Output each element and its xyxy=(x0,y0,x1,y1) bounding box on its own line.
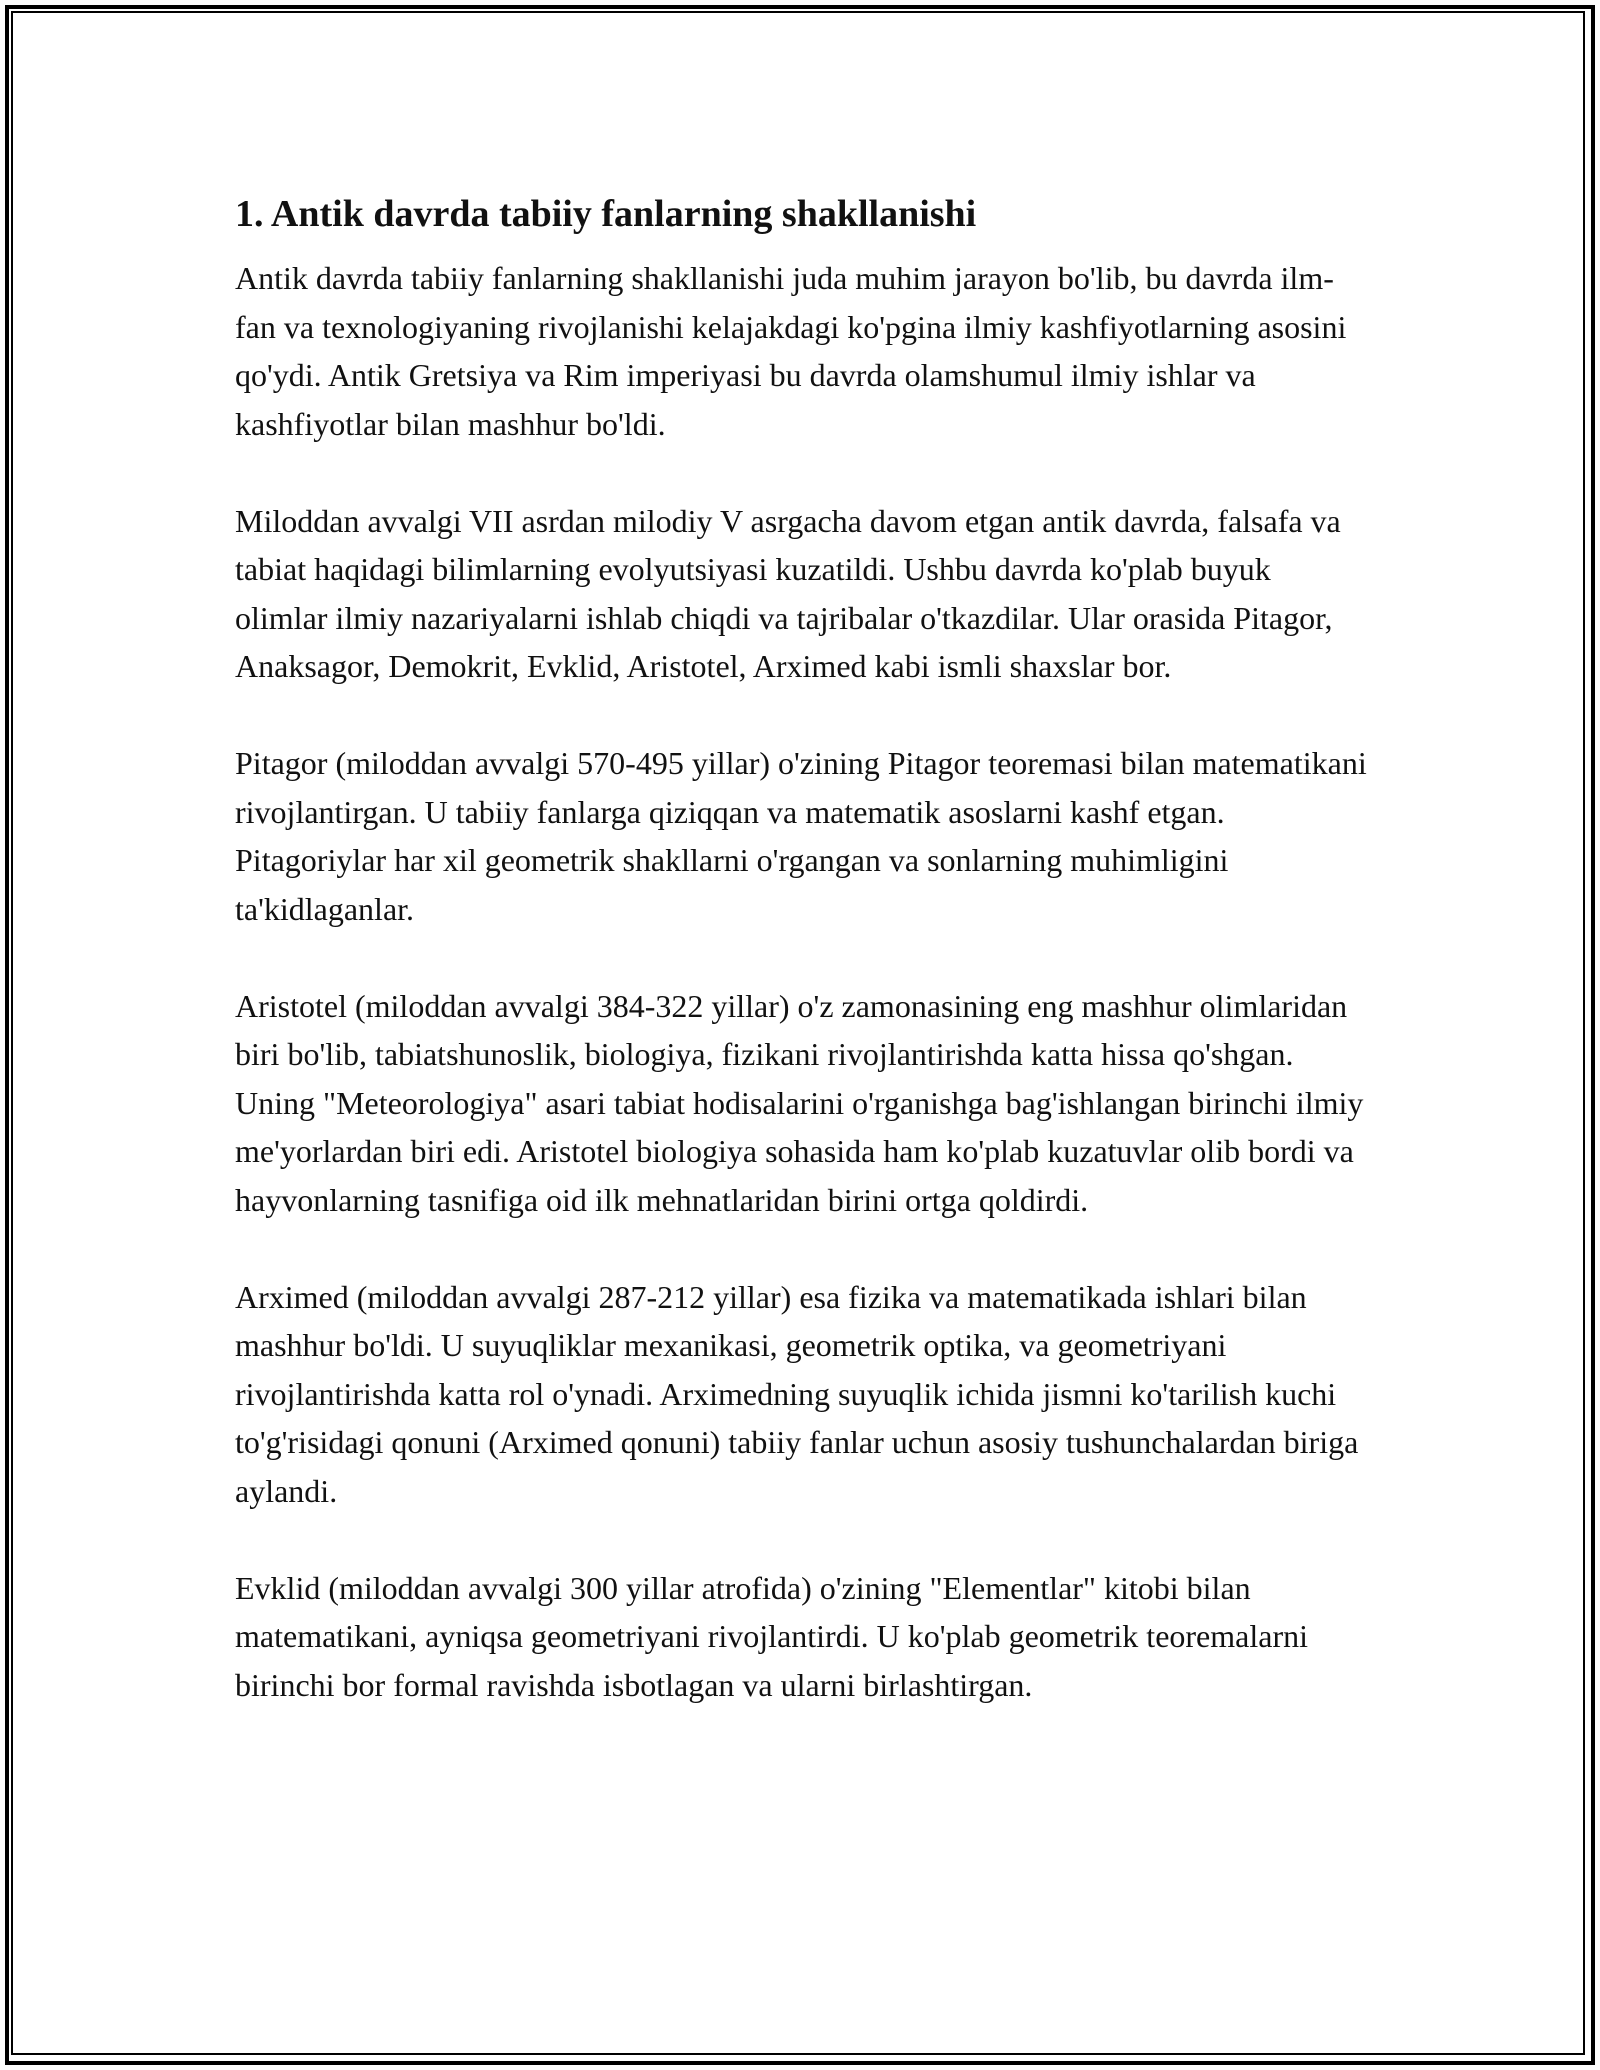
paragraph-antik-davr: Miloddan avvalgi VII asrdan milodiy V asrgacha davom etgan antik davrda, falsafa va tabiat haqidagi bilimlarning evolyutsiyasi kuzatildi. Ushbu davrda ko'plab buyuk olimlar ilmiy nazariyalarni ishlab chiqdi va tajribalar o'tkazdilar. Ular orasida Pitagor, Anaksagor, Demokrit, Evklid, Aristotel, Arximed kabi ismli shaxslar bor. xyxy=(235,502,1341,684)
paragraph-pitagor: Pitagor (miloddan avvalgi 570-495 yillar) o'zining Pitagor teoremasi bilan matematikani rivojlantirgan. U tabiiy fanlarga qiziqqan va matematik asoslarni kashf etgan. Pitagoriylar har xil geometrik shakllarni o'rgangan va sonlarning muhimligini ta'kidlaganlar. xyxy=(235,745,1367,927)
paragraph-aristotel: Aristotel (miloddan avvalgi 384-322 yillar) o'z zamonasining eng mashhur olimlaridan biri bo'lib, tabiatshunoslik, biologiya, fizikani rivojlantirishda katta hissa qo'shgan. Uning "Meteorologiya" asari tabiat hodisalarini o'rganishga bag'ishlangan birinchi ilmiy me'yorlardan biri edi. Aristotel biologiya sohasida ham ko'plab kuzatuvlar olib bordi va hayvonlarning tasnifiga oid ilk mehnatlaridan birini ortga qoldirdi. xyxy=(235,987,1364,1218)
paragraph-arximed: Arximed (miloddan avvalgi 287-212 yillar) esa fizika va matematikada ishlari bilan mashhur bo'ldi. U suyuqliklar mexanikasi, geometrik optika, va geometriyani rivojlantirishda katta rol o'ynadi. Arximedning suyuqlik ichida jismni ko'tarilish kuchi to'g'risidagi qonuni (Arximed qonuni) tabiiy fanlar uchun asosiy tushunchalardan biriga aylandi. xyxy=(235,1278,1359,1509)
document-body xyxy=(235,186,1370,1758)
paragraph-intro: Antik davrda tabiiy fanlarning shakllanishi juda muhim jarayon bo'lib, bu davrda ilm-fan va texnologiyaning rivojlanishi kelajakdagi ko'pgina ilmiy kashfiyotlarning asosini qo'ydi. Antik Gretsiya va Rim imperiyasi bu davrda olamshumul ilmiy ishlar va kashfiyotlar bilan mashhur bo'ldi. xyxy=(235,260,1347,442)
section-title: 1. Antik davrda tabiiy fanlarning shakllanishi xyxy=(235,193,977,235)
paragraph-evklid: Evklid (miloddan avvalgi 300 yillar atrofida) o'zining "Elementlar" kitobi bilan matematikani, ayniqsa geometriyani rivojlantirdi. U ko'plab geometrik teoremalarni birinchi bor formal ravishda isbotlagan va ularni birlashtirgan. xyxy=(235,1569,1308,1703)
